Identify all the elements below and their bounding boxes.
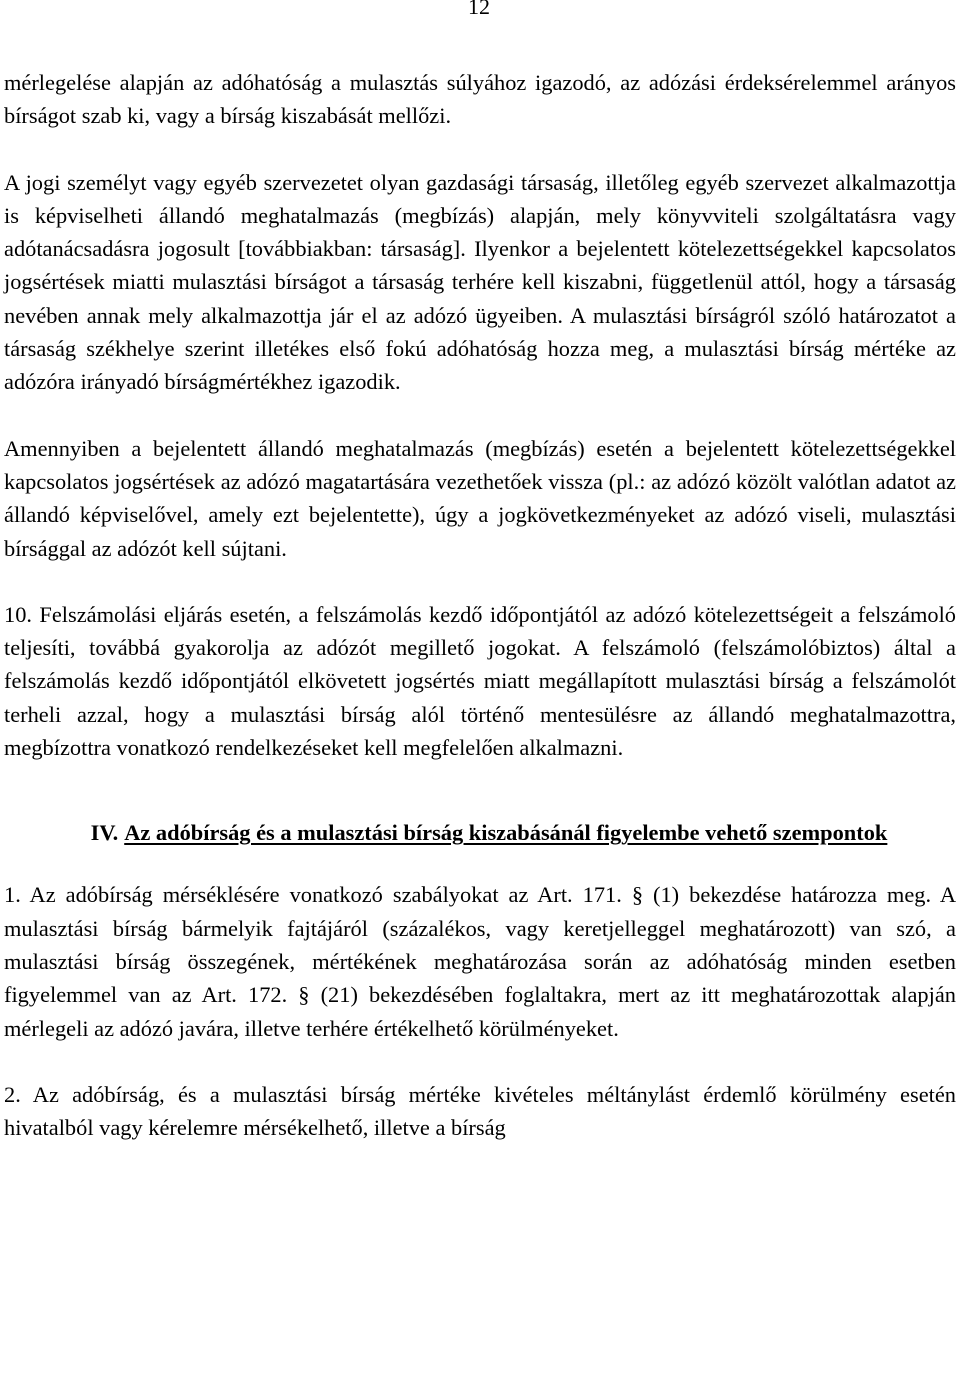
paragraph-liquidation-procedure: 10. Felszámolási eljárás esetén, a felszámolás kezdő időpontjától az adózó kötelezettségeit a felszámoló teljesíti, továbbá gyakorolja az adózót megillető jogokat. A felszámoló (felszámolóbiztos) által a felszámolás kezdő időpontjától elkövetett jogsértés miatt megállapított mulasztási bírság a felszámolót terheli azzal, hogy a mulasztási bírság alól történő mentesülésre az állandó meghatalmazottra, megbízottra vonatkozó rendelkezéseket kell megfelelően alkalmazni. [4, 601, 956, 761]
paragraph-gap [4, 399, 956, 432]
paragraph-gap [4, 133, 956, 166]
paragraph-bird-assessment-continuation: mérlegelése alapján az adóhatóság a mulasztás súlyához igazodó, az adózási érdeksérelemmel arányos bírságot szab ki, vagy a bírság kiszabását mellőzi. [4, 70, 956, 129]
paragraph-taxpayer-responsibility: Amennyiben a bejelentett állandó meghatalmazás (megbízás) esetén a bejelentett kötelezettségekkel kapcsolatos jogsértések az adózó magatartására vezethetőek vissza (pl.: az adózó közölt valótlan adatot az állandó képviselővel, amely ezt bejelentette), úgy a jogkövetkezményeket az adózó viseli, mulasztási bírsággal az adózót kell sújtani. [4, 435, 956, 561]
section-title: Az adóbírság és a mulasztási bírság kiszabásánál figyelembe vehető szempontok [124, 820, 888, 846]
paragraph-gap [4, 1045, 956, 1078]
paragraph-equity-reduction: 2. Az adóbírság, és a mulasztási bírság mértéke kivételes méltánylást érdemlő körülmény esetén hivatalból vagy kérelemre mérsékelhető, illetve a bírság [4, 1081, 956, 1141]
page-number: 12 [468, 0, 490, 19]
section-number: IV. [90, 820, 119, 846]
paragraph-gap [4, 850, 956, 878]
paragraph-gap [4, 764, 956, 816]
section-heading [4, 816, 956, 850]
paragraph-gap [4, 565, 956, 598]
paragraph-penalty-reduction-rules: 1. Az adóbírság mérséklésére vonatkozó szabályokat az Art. 171. § (1) bekezdése határozza meg. A mulasztási bírság bármelyik fajtájáról (százalékos, vagy keretjelleggel meghatározott) van szó, a mulasztási bírság összegének, mértékének meghatározása során az adóhatóság minden esetben figyelemmel van az Art. 172. § (21) bekezdésében foglaltakra, mert az itt meghatározottak alapján mérlegeli az adózó javára, illetve terhére értékelhető körülményeket. [4, 882, 956, 1041]
document-body [4, 66, 956, 1144]
paragraph-company-representation: A jogi személyt vagy egyéb szervezetet olyan gazdasági társaság, illetőleg egyéb szervezet alkalmazottja is képviselheti állandó meghatalmazás (megbízás) alapján, mely könyvviteli szolgáltatásra vagy adótanácsadásra jogosult [továbbiakban: társaság]. Ilyenkor a bejelentett kötelezettségekkel kapcsolatos jogsértések miatti mulasztási bírságot a társaság terhére kell kiszabni, függetlenül attól, hogy a társaság nevében annak mely alkalmazottja jár el az adózó ügyeiben. A mulasztási bírságról szóló határozatot a társaság székhelye szerint illetékes első fokú adóhatóság hozza meg, a mulasztási bírság mértéke az adózóra irányadó bírságmértékhez igazodik. [4, 169, 956, 395]
